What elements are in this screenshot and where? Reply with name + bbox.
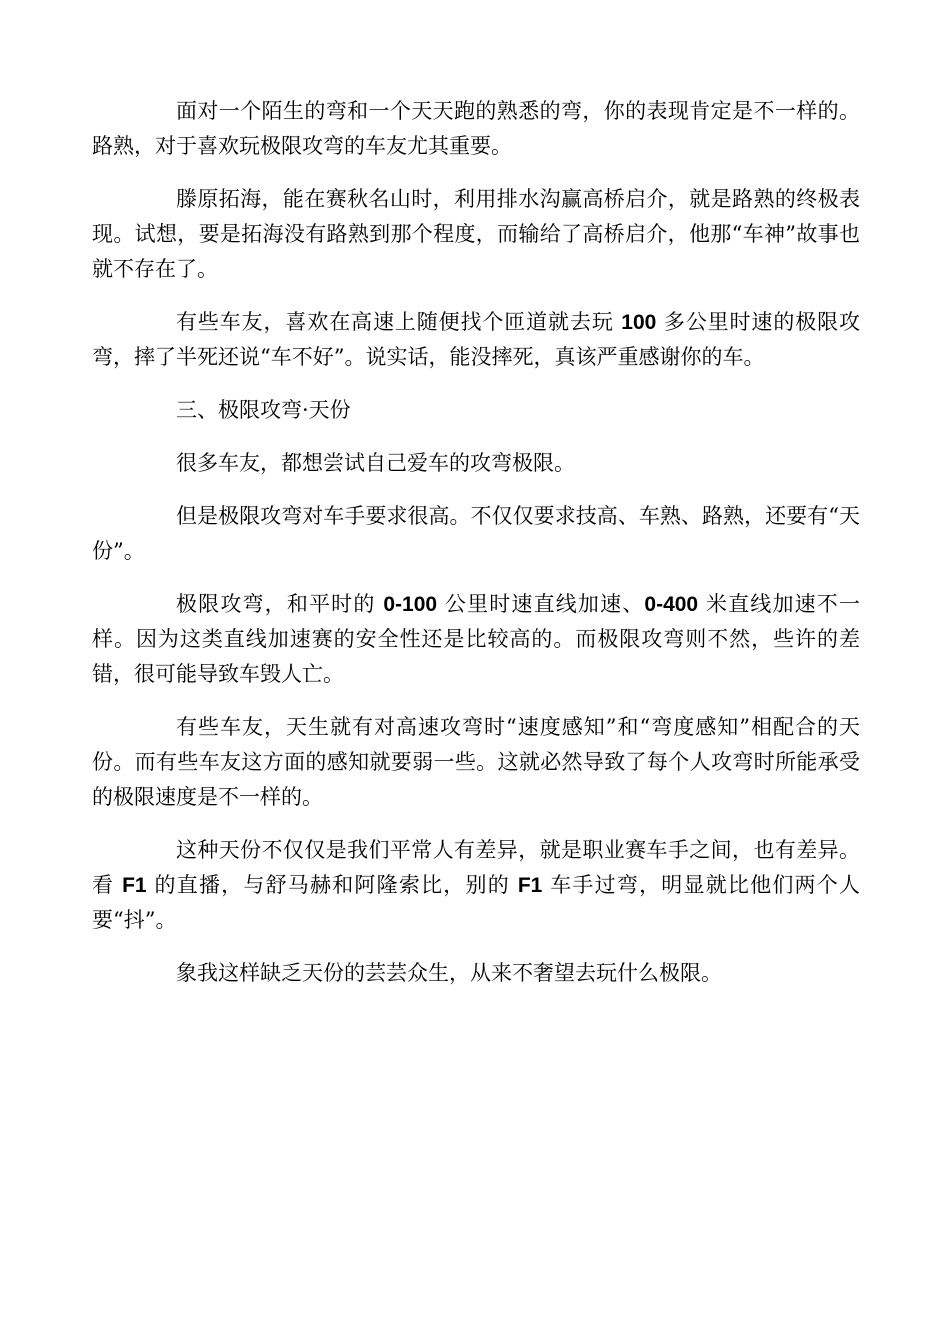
latin-number-text: F1 (122, 874, 147, 897)
latin-number-text: 0-400 (644, 593, 699, 616)
latin-number-text: 0-100 (383, 593, 438, 616)
section-heading (92, 393, 860, 428)
paragraph-text: 有些车友，天生就有对高速攻弯时“速度感知”和“弯度感知”相配合的天份。而有些车友这方面的感知就要弱一些。这就必然导致了每个人攻弯时所能承受的极限速度是不一样的。 (92, 715, 860, 809)
paragraph-text: 车手过弯，明显就比他们两个人要“抖”。 (92, 873, 860, 932)
body-paragraph (92, 305, 860, 375)
latin-number-text: 100 (621, 311, 657, 334)
paragraph-text: 这种天份不仅仅是我们平常人有差异，就是职业赛车手之间，也有差异。看 (92, 838, 860, 897)
paragraph-text: 很多车友，都想尝试自己爱车的攻弯极限。 (176, 451, 575, 475)
paragraph-text: 的直播，与舒马赫和阿隆索比，别的 (146, 873, 518, 897)
paragraph-text: 滕原拓海，能在赛秋名山时，利用排水沟赢高桥启介，就是路熟的终极表现。试想，要是拓海没有路熟到那个程度，而输给了高桥启介，他那“车神”故事也就不存在了。 (92, 187, 860, 281)
paragraph-text: 三、极限攻弯·天份 (176, 398, 351, 422)
paragraph-text: 但是极限攻弯对车手要求很高。不仅仅要求技高、车熟、路熟，还要有“天份”。 (92, 504, 860, 563)
body-paragraph (92, 710, 860, 815)
paragraph-text: 极限攻弯，和平时的 (176, 592, 384, 616)
body-paragraph (92, 446, 860, 481)
body-paragraph (92, 182, 860, 287)
body-paragraph (92, 94, 860, 164)
body-paragraph (92, 587, 860, 692)
latin-number-text: F1 (517, 874, 543, 897)
document-page (92, 94, 860, 1009)
body-paragraph (92, 833, 860, 938)
paragraph-text: 有些车友，喜欢在高速上随便找个匝道就去玩 (176, 310, 622, 334)
paragraph-text: 多公里时速的极限攻弯，摔了半死还说“车不好”。说实话，能没摔死，真该严重感谢你的车。 (92, 310, 860, 369)
paragraph-text: 面对一个陌生的弯和一个天天跑的熟悉的弯，你的表现肯定是不一样的。路熟，对于喜欢玩极限攻弯的车友尤其重要。 (92, 99, 860, 158)
paragraph-text: 象我这样缺乏天份的芸芸众生，从来不奢望去玩什么极限。 (176, 961, 722, 985)
paragraph-text: 米直线加速不一样。因为这类直线加速赛的安全性还是比较高的。而极限攻弯则不然，些许的差错，很可能导致车毁人亡。 (92, 592, 860, 686)
paragraph-text: 公里时速直线加速、 (437, 592, 645, 616)
body-paragraph (92, 499, 860, 569)
body-paragraph (92, 956, 860, 991)
